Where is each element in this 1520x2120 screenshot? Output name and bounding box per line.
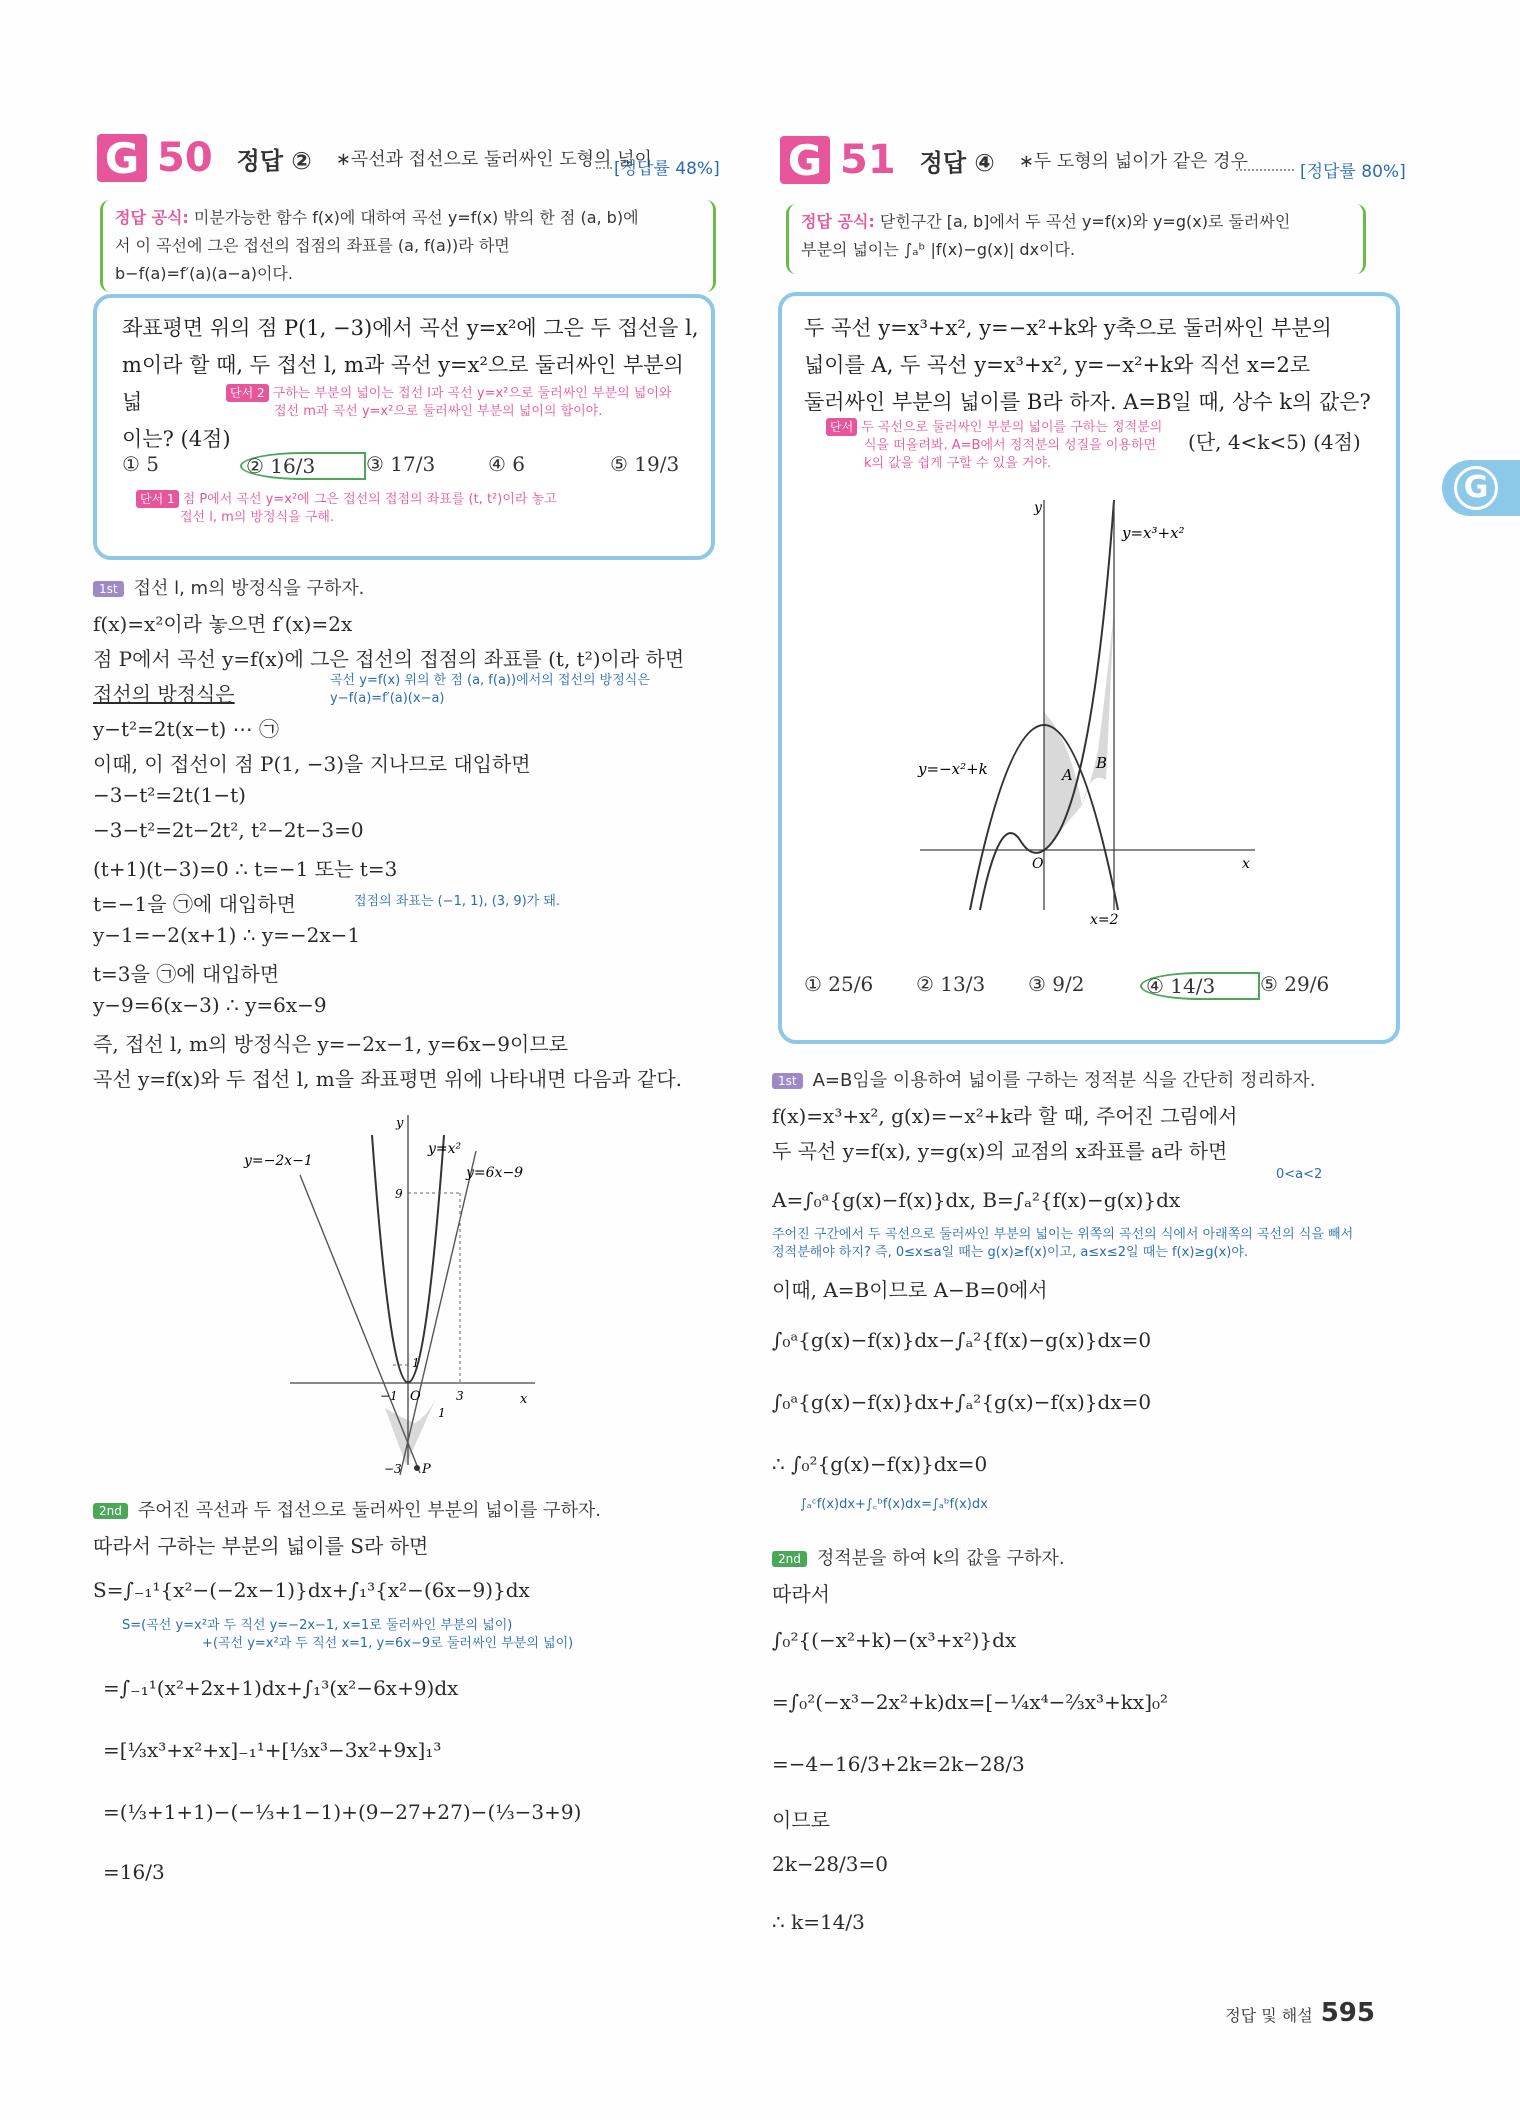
- formula-text-3: b−f(a)=f′(a)(a−a)이다.: [115, 264, 293, 283]
- condition: (단, 4<k<5) (4점): [1188, 430, 1361, 454]
- step-2-badge: 2nd: [93, 1503, 128, 1519]
- divider-dots: [1236, 169, 1294, 171]
- sol-line: ∫₀ᵃ{g(x)−f(x)}dx−∫ₐ²{f(x)−g(x)}dx=0: [772, 1328, 1152, 1352]
- sol-line: =(⅓+1+1)−(−⅓+1−1)+(9−27+27)−(⅓−3+9): [103, 1800, 582, 1824]
- sol-line: 점 P에서 곡선 y=f(x)에 그은 접선의 접점의 좌표를 (t, t²)이라 하면: [93, 647, 685, 671]
- choice-3[interactable]: ③ 9/2: [1028, 972, 1085, 996]
- g-badge: G: [780, 136, 830, 184]
- sol-line: 곡선 y=f(x)와 두 접선 l, m을 좌표평면 위에 나타내면 다음과 같다.: [93, 1067, 683, 1091]
- hint-line-3: k의 값을 쉽게 구할 수 있을 거야.: [864, 456, 1052, 471]
- question-line-1: 두 곡선 y=x³+x², y=−x²+k와 y축으로 둘러싸인 부분의: [804, 316, 1332, 340]
- question-line-2: 넓이를 A, 두 곡선 y=x³+x², y=−x²+k와 직선 x=2로: [804, 353, 1311, 377]
- answer-label: 정답 ②: [236, 146, 312, 175]
- label-m: y=6x−9: [466, 1165, 524, 1181]
- origin-label: O: [1032, 856, 1044, 872]
- sol-line: f(x)=x²이라 놓으면 f′(x)=2x: [93, 612, 353, 636]
- choice-5[interactable]: ⑤ 29/6: [1260, 972, 1330, 996]
- contact-note: 접점의 좌표는 (−1, 1), (3, 9)가 돼.: [354, 894, 561, 909]
- hint-1-tag: 단서 1: [136, 490, 179, 508]
- tangent-note-1: 곡선 y=f(x) 위의 한 점 (a, f(a))에서의 접선의 방정식은: [330, 673, 650, 688]
- choice-1[interactable]: ① 25/6: [804, 972, 874, 996]
- choice-1[interactable]: ① 5: [122, 452, 160, 476]
- step-2-heading: [93, 1496, 601, 1522]
- hint-2-tag: 단서 2: [226, 384, 269, 402]
- tangent-note-2: y−f(a)=f′(a)(x−a): [330, 691, 445, 706]
- correct-rate: [정답률 80%]: [1300, 162, 1406, 182]
- hint-1-line-2: 접선 l, m의 방정식을 구해.: [180, 510, 335, 525]
- choice-2[interactable]: ② 13/3: [916, 972, 986, 996]
- sol-line: 두 곡선 y=f(x), y=g(x)의 교점의 x좌표를 a라 하면: [772, 1139, 1228, 1163]
- axis-x-label: x: [520, 1392, 528, 1407]
- question-text: [804, 310, 1394, 421]
- tick-9: 9: [395, 1187, 403, 1201]
- sol-line: 따라서 구하는 부분의 넓이를 S라 하면: [93, 1534, 429, 1558]
- origin-label: O: [410, 1389, 421, 1404]
- answer-label: 정답 ④: [919, 148, 995, 177]
- footer-label: 정답 및 해설: [1225, 2006, 1313, 2025]
- page-number: 595: [1320, 1998, 1375, 2028]
- sol-line: 이때, 이 접선이 점 P(1, −3)을 지나므로 대입하면: [93, 752, 531, 776]
- label-b: B: [1096, 754, 1108, 772]
- choice-2[interactable]: ② 16/3: [240, 452, 366, 480]
- area-note-2: +(곡선 y=x²과 두 직선 x=1, y=6x−9로 둘러싸인 부분의 넓이): [202, 1636, 574, 1651]
- sol-line: ∫₀²{(−x²+k)−(x³+x²)}dx: [772, 1628, 1017, 1652]
- sol-line: t=3을 ㉠에 대입하면: [93, 962, 280, 986]
- label-a: A: [1062, 766, 1073, 784]
- step-1-badge: 1st: [772, 1073, 803, 1089]
- tick-neg1: −1: [380, 1389, 398, 1403]
- sol-line: f(x)=x³+x², g(x)=−x²+k라 할 때, 주어진 그림에서: [772, 1104, 1238, 1128]
- problem-number: 51: [840, 137, 896, 183]
- tick-3: 3: [456, 1389, 464, 1403]
- sol-line: y−9=6(x−3) ∴ y=6x−9: [93, 993, 327, 1017]
- area-note-2: 정적분해야 하지? 즉, 0≤x≤a일 때는 g(x)≥f(x)이고, a≤x≤2일 때는 f(x)≥g(x)야.: [772, 1245, 1249, 1260]
- sol-line: 2k−28/3=0: [772, 1852, 888, 1876]
- p50-header: [97, 134, 652, 182]
- sol-line: 따라서: [772, 1582, 830, 1606]
- sol-line: A=∫₀ᵃ{g(x)−f(x)}dx, B=∫ₐ²{f(x)−g(x)}dx: [772, 1188, 1181, 1212]
- step-1-heading: [93, 574, 364, 600]
- step-1-title: 접선 l, m의 방정식을 구하자.: [133, 578, 365, 599]
- chapter-tab-letter: G: [1454, 466, 1498, 510]
- formula-text-1: 닫힌구간 [a, b]에서 두 곡선 y=f(x)와 y=g(x)로 둘러싸인: [874, 212, 1291, 231]
- choice-5[interactable]: ⑤ 19/3: [610, 452, 680, 476]
- problem-number: 50: [157, 135, 213, 181]
- choice-4[interactable]: ④ 14/3: [1140, 972, 1260, 1000]
- cubic-curve: [980, 500, 1114, 910]
- shaded-region-l: [385, 1408, 415, 1465]
- sol-line: 이때, A=B이므로 A−B=0에서: [772, 1278, 1048, 1302]
- hint-1: [136, 490, 696, 527]
- sol-line: =∫₀²(−x³−2x²+k)dx=[−¼x⁴−⅔x³+kx]₀²: [772, 1690, 1169, 1714]
- step-2-heading: [772, 1544, 1065, 1570]
- tangent-graph: [230, 1105, 550, 1475]
- sol-line: y−1=−2(x+1) ∴ y=−2x−1: [93, 923, 361, 947]
- a-range-note: 0<a<2: [1276, 1167, 1323, 1182]
- correct-rate: [정답률 48%]: [614, 159, 720, 179]
- step-2-badge: 2nd: [772, 1551, 807, 1567]
- sol-line: =∫₋₁¹(x²+2x+1)dx+∫₁³(x²−6x+9)dx: [103, 1676, 459, 1700]
- area-note-1: 주어진 구간에서 두 곡선으로 둘러싸인 부분의 넓이는 위쪽의 곡선의 식에서 아래쪽의 곡선의 식을 빼서: [772, 1227, 1354, 1242]
- point-p: [414, 1465, 420, 1471]
- chapter-tab[interactable]: [1442, 460, 1520, 516]
- area-graph: [910, 490, 1270, 930]
- sol-line: S=∫₋₁¹{x²−(−2x−1)}dx+∫₁³{x²−(6x−9)}dx: [93, 1578, 530, 1602]
- question-line-3: 둘러싸인 부분의 넓이를 B라 하자. A=B일 때, 상수 k의 값은?: [804, 390, 1371, 414]
- sol-line: 이므로: [772, 1808, 830, 1832]
- label-curve: y=x²: [428, 1141, 462, 1157]
- formula-text-2: 부분의 넓이는 ∫ₐᵇ |f(x)−g(x)| dx이다.: [801, 240, 1076, 259]
- answer-choices: [804, 972, 1360, 1000]
- tick-1x: 1: [438, 1406, 446, 1420]
- label-x2: x=2: [1090, 912, 1119, 928]
- formula-box: [786, 204, 1366, 274]
- area-note: [772, 1226, 1353, 1262]
- topic-title: ∗곡선과 접선으로 둘러싸인 도형의 넓이: [335, 149, 652, 170]
- sol-line: 즉, 접선 l, m의 방정식은 y=−2x−1, y=6x−9이므로: [93, 1032, 568, 1056]
- sol-line: ∫₀ᵃ{g(x)−f(x)}dx+∫ₐ²{g(x)−f(x)}dx=0: [772, 1390, 1152, 1414]
- label-cubic: y=x³+x²: [1122, 524, 1185, 542]
- question-line-3: 이는? (4점): [122, 427, 231, 451]
- label-para: y=−x²+k: [918, 760, 988, 778]
- choice-3[interactable]: ③ 17/3: [366, 452, 436, 476]
- question-line-2: m이라 할 때, 두 접선 l, m과 곡선 y=x²으로 둘러싸인 부분의 넓: [122, 353, 684, 414]
- hint: [826, 418, 1196, 473]
- divider-dots: [596, 167, 612, 169]
- step-1-badge: 1st: [93, 581, 124, 597]
- step-2-title: 주어진 곡선과 두 접선으로 둘러싸인 부분의 넓이를 구하자.: [137, 1500, 601, 1521]
- axis-y-label: y: [1034, 500, 1042, 516]
- formula-label: 정답 공식:: [115, 208, 189, 227]
- sol-line: ∴ k=14/3: [772, 1910, 865, 1934]
- choice-4[interactable]: ④ 6: [488, 452, 526, 476]
- sol-line: −3−t²=2t(1−t): [93, 783, 246, 807]
- p51-header: [780, 136, 1248, 184]
- sol-line: y−t²=2t(x−t) ⋯ ㉠: [93, 717, 280, 741]
- sol-line: =16/3: [103, 1860, 165, 1884]
- area-note-1: S=(곡선 y=x²과 두 직선 y=−2x−1, x=1로 둘러싸인 부분의 넓이): [122, 1618, 513, 1633]
- integral-note: ∫ₐᶜf(x)dx+∫꜀ᵇf(x)dx=∫ₐᵇf(x)dx: [800, 1497, 988, 1512]
- hint-2-line-1: 구하는 부분의 넓이는 접선 l과 곡선 y=x²으로 둘러싸인 부분의 넓이와: [272, 386, 672, 401]
- hint-line-2: 식을 떠올려봐. A=B에서 정적분의 성질을 이용하면: [864, 438, 1157, 453]
- label-p: P: [422, 1462, 431, 1475]
- step-1-title: A=B임을 이용하여 넓이를 구하는 정적분 식을 간단히 정리하자.: [812, 1070, 1316, 1091]
- g-badge: G: [97, 134, 147, 182]
- sol-line: =−4−16/3+2k=2k−28/3: [772, 1752, 1025, 1776]
- hint-tag: 단서: [826, 418, 857, 436]
- step-2-title: 정적분을 하여 k의 값을 구하자.: [816, 1548, 1065, 1569]
- tangent-line-l: [300, 1175, 420, 1473]
- hint-2-line-2: 접선 m과 곡선 y=x²으로 둘러싸인 부분의 넓이의 합이야.: [274, 404, 603, 419]
- axis-y-label: y: [396, 1116, 404, 1131]
- page-footer: [1225, 1998, 1375, 2028]
- formula-text-1: 미분가능한 함수 f(x)에 대하여 곡선 y=f(x) 밖의 한 점 (a, b)에: [188, 208, 639, 227]
- sol-line: =[⅓x³+x²+x]₋₁¹+[⅓x³−3x²+9x]₁³: [103, 1738, 442, 1762]
- step-1-heading: [772, 1066, 1315, 1092]
- tangent-note: [330, 672, 650, 708]
- sol-line: (t+1)(t−3)=0 ∴ t=−1 또는 t=3: [93, 857, 398, 881]
- topic-title: ∗두 도형의 넓이가 같은 경우: [1018, 151, 1248, 172]
- region-b: [1082, 610, 1114, 805]
- hint-line-1: 두 곡선으로 둘러싸인 부분의 넓이를 구하는 정적분의: [861, 420, 1163, 435]
- formula-text-2: 서 이 곡선에 그은 접선의 접점의 좌표를 (a, f(a))라 하면: [115, 236, 510, 255]
- sol-line: t=−1을 ㉠에 대입하면: [93, 892, 296, 916]
- tick-neg3: −3: [384, 1462, 402, 1475]
- sol-line: ∴ ∫₀²{g(x)−f(x)}dx=0: [772, 1452, 988, 1476]
- hint-1-line-1: 점 P에서 곡선 y=x²에 그은 접선의 접점의 좌표를 (t, t²)이라 놓고: [182, 492, 557, 507]
- formula-label: 정답 공식:: [801, 212, 875, 231]
- formula-box: [100, 200, 716, 292]
- label-l: y=−2x−1: [244, 1153, 313, 1169]
- hint-2: [226, 384, 706, 421]
- answer-choices: [122, 452, 710, 480]
- tick-1: 1: [412, 1356, 420, 1370]
- sol-line: 접선의 방정식은: [93, 682, 235, 706]
- axis-x-label: x: [1242, 856, 1250, 872]
- question-line-1: 좌표평면 위의 점 P(1, −3)에서 곡선 y=x²에 그은 두 접선을 l,: [122, 316, 699, 340]
- sol-line: −3−t²=2t−2t², t²−2t−3=0: [93, 818, 364, 842]
- area-note: [122, 1617, 573, 1653]
